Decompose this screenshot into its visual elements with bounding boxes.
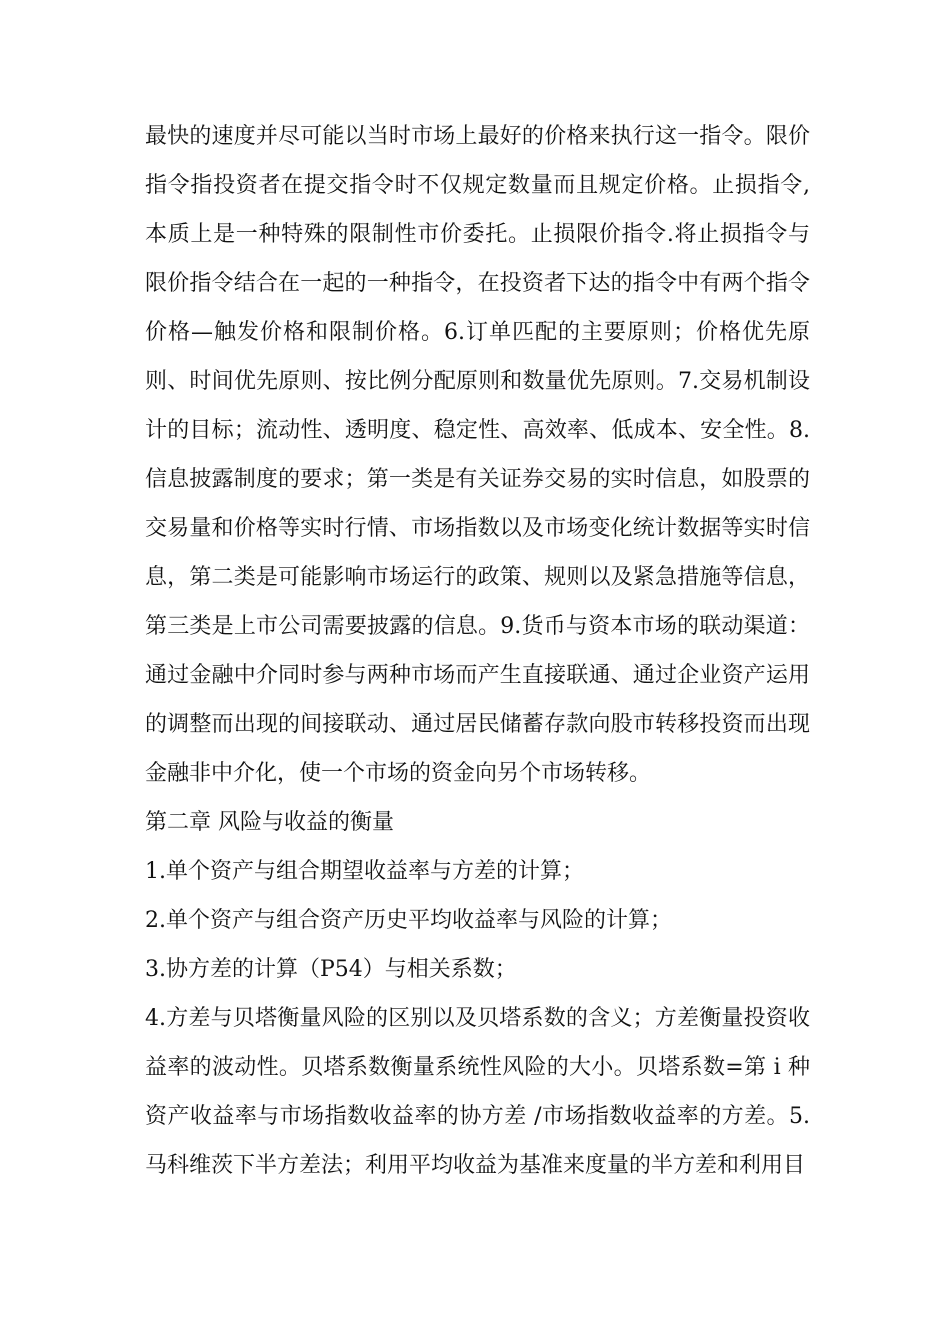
paragraph-order-types: 最快的速度并尽可能以当时市场上最好的价格来执行这一指令。限价指令指投资者在提交指令时不仅规定数量而且规定价格。止损指令,本质上是一种特殊的限制性市价委托。止损限价指令.将止损指令与限价指令结合在一起的一种指令，在投资者下达的指令中有两个指令价格—触发价格和限制价格。6.订单匹配的主要原则；价格优先原则、时间优先原则、按比例分配原则和数量优先原则。7.交易机制设计的目标；流动性、透明度、稳定性、高效率、低成本、安全性。8.信息披露制度的要求；第一类是有关证券交易的实时信息，如股票的交易量和价格等实时行情、市场指数以及市场变化统计数据等实时信息，第二类是可能影响市场运行的政策、规则以及紧急措施等信息，第三类是上市公司需要披露的信息。9.货币与资本市场的联动渠道：通过金融中介同时参与两种市场而产生直接联通、通过企业资产运用的调整而出现的间接联动、通过居民储蓄存款向股市转移投资而出现金融非中介化，使一个市场的资金向另个市场转移。 [145,124,810,786]
list-item-2: 2.单个资产与组合资产历史平均收益率与风险的计算； [145,908,672,933]
chapter-heading: 第二章 风险与收益的衡量 [145,810,394,835]
list-item-1: 1.单个资产与组合期望收益率与方差的计算； [145,859,584,884]
list-item-4: 4.方差与贝塔衡量风险的区别以及贝塔系数的含义；方差衡量投资收益率的波动性。贝塔系数衡量系统性风险的大小。贝塔系数=第 i 种资产收益率与市场指数收益率的协方差 /市场指数收益率的方差。5.马科维茨下半方差法；利用平均收益为基准来度量的半方差和利用目 [145,1006,810,1178]
document-body [145,112,810,1190]
list-item-3: 3.协方差的计算（P54）与相关系数； [145,957,517,982]
